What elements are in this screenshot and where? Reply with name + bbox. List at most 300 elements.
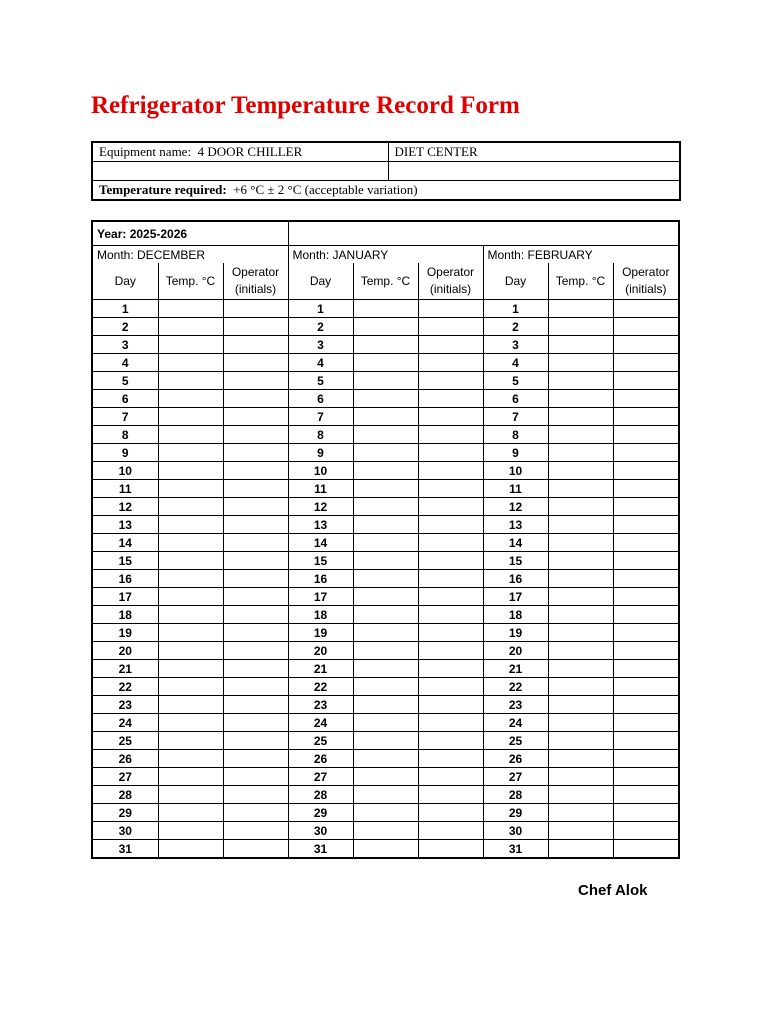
table-row	[92, 840, 679, 859]
operator-initials-cell[interactable]	[223, 678, 288, 696]
day-cell: 26	[483, 750, 548, 768]
day-cell: 1	[483, 300, 548, 318]
equipment-name-label: Equipment name:	[99, 144, 192, 159]
temperature-entry-cell[interactable]	[353, 714, 418, 732]
temperature-entry-cell[interactable]	[353, 372, 418, 390]
day-cell: 2	[288, 318, 353, 336]
operator-initials-cell[interactable]	[613, 300, 679, 318]
temperature-entry-cell[interactable]	[353, 462, 418, 480]
day-cell: 21	[288, 660, 353, 678]
operator-initials-cell[interactable]	[418, 678, 483, 696]
temperature-entry-cell[interactable]	[353, 390, 418, 408]
day-cell: 7	[288, 408, 353, 426]
temperature-entry-cell[interactable]	[158, 588, 223, 606]
temperature-entry-cell[interactable]	[548, 732, 613, 750]
temperature-entry-cell[interactable]	[158, 606, 223, 624]
operator-initials-cell[interactable]	[613, 732, 679, 750]
temperature-entry-cell[interactable]	[548, 570, 613, 588]
operator-initials-cell[interactable]	[613, 588, 679, 606]
temperature-entry-cell[interactable]	[353, 624, 418, 642]
operator-initials-cell[interactable]	[418, 444, 483, 462]
column-header-operator: Operator (initials)	[418, 263, 483, 300]
operator-initials-cell[interactable]	[613, 750, 679, 768]
operator-initials-cell[interactable]	[613, 804, 679, 822]
operator-initials-cell[interactable]	[223, 462, 288, 480]
day-cell: 12	[288, 498, 353, 516]
operator-initials-cell[interactable]	[223, 552, 288, 570]
column-header-temp: Temp. °C	[353, 263, 418, 300]
day-cell: 11	[483, 480, 548, 498]
operator-initials-cell[interactable]	[613, 696, 679, 714]
day-cell: 28	[92, 786, 158, 804]
temperature-entry-cell[interactable]	[158, 570, 223, 588]
temperature-entry-cell[interactable]	[353, 318, 418, 336]
operator-initials-cell[interactable]	[223, 318, 288, 336]
operator-initials-cell[interactable]	[613, 606, 679, 624]
temperature-entry-cell[interactable]	[353, 660, 418, 678]
operator-initials-cell[interactable]	[613, 534, 679, 552]
day-cell: 15	[483, 552, 548, 570]
table-row	[92, 390, 679, 408]
temperature-entry-cell[interactable]	[158, 786, 223, 804]
operator-initials-cell[interactable]	[223, 606, 288, 624]
day-cell: 6	[92, 390, 158, 408]
day-cell: 9	[483, 444, 548, 462]
operator-initials-cell[interactable]	[223, 336, 288, 354]
day-cell: 12	[92, 498, 158, 516]
temperature-entry-cell[interactable]	[158, 750, 223, 768]
operator-initials-cell[interactable]	[613, 552, 679, 570]
temperature-entry-cell[interactable]	[548, 660, 613, 678]
day-cell: 30	[92, 822, 158, 840]
operator-initials-cell[interactable]	[223, 588, 288, 606]
day-cell: 27	[288, 768, 353, 786]
temperature-entry-cell[interactable]	[158, 498, 223, 516]
day-cell: 19	[288, 624, 353, 642]
temperature-entry-cell[interactable]	[158, 444, 223, 462]
day-cell: 22	[92, 678, 158, 696]
table-row	[92, 480, 679, 498]
temperature-entry-cell[interactable]	[158, 300, 223, 318]
day-cell: 18	[483, 606, 548, 624]
day-cell: 4	[483, 354, 548, 372]
equipment-blank-cell[interactable]	[92, 162, 388, 181]
temperature-entry-cell[interactable]	[158, 660, 223, 678]
table-row	[92, 696, 679, 714]
operator-initials-cell[interactable]	[418, 822, 483, 840]
operator-initials-cell[interactable]	[418, 696, 483, 714]
operator-initials-cell[interactable]	[223, 624, 288, 642]
day-cell: 13	[288, 516, 353, 534]
page-title: Refrigerator Temperature Record Form	[91, 92, 520, 119]
temperature-entry-cell[interactable]	[158, 804, 223, 822]
temperature-entry-cell[interactable]	[158, 552, 223, 570]
column-header-operator: Operator (initials)	[613, 263, 679, 300]
temperature-entry-cell[interactable]	[548, 516, 613, 534]
temperature-entry-cell[interactable]	[353, 804, 418, 822]
temperature-entry-cell[interactable]	[353, 606, 418, 624]
equipment-blank-cell[interactable]	[388, 162, 680, 181]
operator-initials-cell[interactable]	[418, 300, 483, 318]
day-cell: 2	[483, 318, 548, 336]
temperature-entry-cell[interactable]	[353, 516, 418, 534]
day-cell: 15	[92, 552, 158, 570]
operator-initials-cell[interactable]	[223, 498, 288, 516]
temperature-entry-cell[interactable]	[353, 444, 418, 462]
operator-initials-cell[interactable]	[223, 840, 288, 859]
day-cell: 11	[288, 480, 353, 498]
temperature-entry-cell[interactable]	[548, 372, 613, 390]
operator-initials-cell[interactable]	[223, 696, 288, 714]
day-cell: 7	[483, 408, 548, 426]
table-row	[92, 336, 679, 354]
operator-initials-cell[interactable]	[223, 750, 288, 768]
operator-initials-cell[interactable]	[418, 768, 483, 786]
temperature-required-label: Temperature required:	[99, 182, 227, 197]
operator-initials-cell[interactable]	[418, 336, 483, 354]
year-blank-cell[interactable]	[288, 221, 679, 246]
day-cell: 25	[288, 732, 353, 750]
table-row	[92, 678, 679, 696]
table-row	[92, 426, 679, 444]
day-cell: 29	[92, 804, 158, 822]
temperature-entry-cell[interactable]	[353, 498, 418, 516]
operator-initials-cell[interactable]	[418, 840, 483, 859]
day-cell: 7	[92, 408, 158, 426]
day-cell: 1	[92, 300, 158, 318]
temperature-entry-cell[interactable]	[353, 678, 418, 696]
temperature-entry-cell[interactable]	[353, 588, 418, 606]
day-cell: 6	[288, 390, 353, 408]
temperature-entry-cell[interactable]	[548, 678, 613, 696]
temperature-entry-cell[interactable]	[548, 498, 613, 516]
operator-initials-cell[interactable]	[418, 570, 483, 588]
day-cell: 14	[483, 534, 548, 552]
day-cell: 3	[483, 336, 548, 354]
operator-initials-cell[interactable]	[613, 444, 679, 462]
operator-initials-cell[interactable]	[418, 660, 483, 678]
month-february: Month: FEBRUARY	[483, 246, 679, 264]
day-cell: 27	[483, 768, 548, 786]
operator-initials-cell[interactable]	[613, 480, 679, 498]
operator-initials-cell[interactable]	[418, 516, 483, 534]
temperature-required-value: +6 °C ± 2 °C (acceptable variation)	[233, 182, 418, 197]
operator-initials-cell[interactable]	[613, 714, 679, 732]
operator-initials-cell[interactable]	[613, 516, 679, 534]
day-cell: 11	[92, 480, 158, 498]
day-cell: 18	[288, 606, 353, 624]
temperature-entry-cell[interactable]	[158, 318, 223, 336]
day-cell: 13	[92, 516, 158, 534]
day-cell: 10	[92, 462, 158, 480]
temperature-entry-cell[interactable]	[158, 624, 223, 642]
day-cell: 24	[92, 714, 158, 732]
operator-initials-cell[interactable]	[613, 570, 679, 588]
operator-initials-cell[interactable]	[223, 390, 288, 408]
equipment-location-cell[interactable]	[388, 142, 680, 162]
temperature-entry-cell[interactable]	[353, 534, 418, 552]
operator-initials-cell[interactable]	[418, 624, 483, 642]
temperature-entry-cell[interactable]	[353, 840, 418, 859]
day-cell: 27	[92, 768, 158, 786]
temperature-entry-cell[interactable]	[353, 750, 418, 768]
temperature-entry-cell[interactable]	[548, 822, 613, 840]
temperature-entry-cell[interactable]	[353, 552, 418, 570]
operator-initials-cell[interactable]	[223, 570, 288, 588]
day-cell: 23	[92, 696, 158, 714]
temperature-entry-cell[interactable]	[548, 804, 613, 822]
temperature-entry-cell[interactable]	[158, 732, 223, 750]
day-cell: 9	[288, 444, 353, 462]
temperature-entry-cell[interactable]	[548, 426, 613, 444]
table-row	[92, 786, 679, 804]
operator-initials-cell[interactable]	[613, 822, 679, 840]
day-cell: 24	[288, 714, 353, 732]
operator-initials-cell[interactable]	[418, 498, 483, 516]
temperature-entry-cell[interactable]	[353, 300, 418, 318]
temperature-required-cell[interactable]	[92, 181, 680, 201]
day-cell: 21	[483, 660, 548, 678]
month-december: Month: DECEMBER	[92, 246, 288, 264]
equipment-name-cell[interactable]	[92, 142, 388, 162]
temperature-entry-cell[interactable]	[353, 642, 418, 660]
temperature-entry-cell[interactable]	[353, 426, 418, 444]
operator-initials-cell[interactable]	[613, 660, 679, 678]
operator-initials-cell[interactable]	[223, 444, 288, 462]
operator-initials-cell[interactable]	[418, 750, 483, 768]
day-cell: 31	[483, 840, 548, 859]
table-row	[92, 624, 679, 642]
operator-initials-cell[interactable]	[418, 588, 483, 606]
temperature-entry-cell[interactable]	[548, 624, 613, 642]
temperature-entry-cell[interactable]	[353, 336, 418, 354]
operator-initials-cell[interactable]	[613, 354, 679, 372]
table-row	[92, 660, 679, 678]
temperature-entry-cell[interactable]	[548, 552, 613, 570]
day-cell: 19	[92, 624, 158, 642]
temperature-entry-cell[interactable]	[548, 462, 613, 480]
operator-initials-cell[interactable]	[418, 372, 483, 390]
operator-initials-cell[interactable]	[613, 678, 679, 696]
day-cell: 31	[288, 840, 353, 859]
operator-initials-cell[interactable]	[223, 480, 288, 498]
equipment-info-table	[91, 141, 681, 201]
day-cell: 24	[483, 714, 548, 732]
table-row	[92, 570, 679, 588]
day-cell: 30	[288, 822, 353, 840]
temperature-entry-cell[interactable]	[158, 714, 223, 732]
temperature-entry-cell[interactable]	[158, 372, 223, 390]
temperature-entry-cell[interactable]	[548, 840, 613, 859]
day-cell: 22	[483, 678, 548, 696]
day-cell: 31	[92, 840, 158, 859]
operator-initials-cell[interactable]	[613, 372, 679, 390]
temperature-entry-cell[interactable]	[548, 786, 613, 804]
table-row	[92, 372, 679, 390]
day-cell: 21	[92, 660, 158, 678]
day-cell: 25	[483, 732, 548, 750]
table-row	[92, 552, 679, 570]
temperature-entry-cell[interactable]	[158, 426, 223, 444]
day-cell: 6	[483, 390, 548, 408]
column-header-temp: Temp. °C	[158, 263, 223, 300]
temperature-entry-cell[interactable]	[158, 642, 223, 660]
column-header-day: Day	[288, 263, 353, 300]
operator-initials-cell[interactable]	[613, 336, 679, 354]
temperature-entry-cell[interactable]	[158, 354, 223, 372]
operator-initials-cell[interactable]	[223, 786, 288, 804]
temperature-entry-cell[interactable]	[353, 696, 418, 714]
temperature-entry-cell[interactable]	[548, 696, 613, 714]
temperature-entry-cell[interactable]	[158, 534, 223, 552]
temperature-entry-cell[interactable]	[158, 516, 223, 534]
operator-initials-cell[interactable]	[223, 768, 288, 786]
operator-initials-cell[interactable]	[613, 498, 679, 516]
operator-initials-cell[interactable]	[418, 786, 483, 804]
operator-initials-cell[interactable]	[418, 390, 483, 408]
day-cell: 4	[288, 354, 353, 372]
operator-initials-cell[interactable]	[418, 354, 483, 372]
operator-initials-cell[interactable]	[223, 714, 288, 732]
operator-initials-cell[interactable]	[418, 426, 483, 444]
operator-initials-cell[interactable]	[418, 804, 483, 822]
temperature-entry-cell[interactable]	[353, 408, 418, 426]
temperature-entry-cell[interactable]	[548, 300, 613, 318]
temperature-entry-cell[interactable]	[353, 570, 418, 588]
operator-initials-cell[interactable]	[613, 318, 679, 336]
temperature-entry-cell[interactable]	[158, 480, 223, 498]
day-cell: 2	[92, 318, 158, 336]
operator-initials-cell[interactable]	[418, 534, 483, 552]
operator-initials-cell[interactable]	[613, 642, 679, 660]
operator-initials-cell[interactable]	[223, 408, 288, 426]
temperature-entry-cell[interactable]	[158, 390, 223, 408]
day-cell: 10	[483, 462, 548, 480]
operator-initials-cell[interactable]	[613, 408, 679, 426]
column-header-operator: Operator (initials)	[223, 263, 288, 300]
day-cell: 4	[92, 354, 158, 372]
operator-initials-cell[interactable]	[418, 642, 483, 660]
temperature-entry-cell[interactable]	[353, 822, 418, 840]
day-cell: 29	[288, 804, 353, 822]
operator-initials-cell[interactable]	[613, 624, 679, 642]
temperature-entry-cell[interactable]	[158, 408, 223, 426]
temperature-entry-cell[interactable]	[548, 480, 613, 498]
day-cell: 14	[92, 534, 158, 552]
temperature-entry-cell[interactable]	[158, 696, 223, 714]
temperature-entry-cell[interactable]	[548, 354, 613, 372]
table-row	[92, 498, 679, 516]
table-row	[92, 516, 679, 534]
operator-initials-cell[interactable]	[613, 768, 679, 786]
operator-initials-cell[interactable]	[613, 462, 679, 480]
temperature-entry-cell[interactable]	[353, 768, 418, 786]
day-cell: 19	[483, 624, 548, 642]
day-cell: 20	[483, 642, 548, 660]
day-cell: 5	[483, 372, 548, 390]
day-cell: 26	[288, 750, 353, 768]
month-january: Month: JANUARY	[288, 246, 483, 264]
temperature-entry-cell[interactable]	[548, 336, 613, 354]
day-cell: 23	[288, 696, 353, 714]
operator-initials-cell[interactable]	[223, 426, 288, 444]
temperature-entry-cell[interactable]	[548, 642, 613, 660]
temperature-record-table	[91, 220, 680, 859]
temperature-entry-cell[interactable]	[548, 408, 613, 426]
temperature-entry-cell[interactable]	[353, 786, 418, 804]
temperature-entry-cell[interactable]	[158, 768, 223, 786]
operator-initials-cell[interactable]	[418, 732, 483, 750]
column-header-day: Day	[92, 263, 158, 300]
operator-initials-cell[interactable]	[613, 390, 679, 408]
day-cell: 8	[288, 426, 353, 444]
day-cell: 16	[483, 570, 548, 588]
operator-initials-cell[interactable]	[418, 318, 483, 336]
temperature-entry-cell[interactable]	[158, 840, 223, 859]
operator-initials-cell[interactable]	[418, 714, 483, 732]
temperature-entry-cell[interactable]	[158, 336, 223, 354]
operator-initials-cell[interactable]	[223, 660, 288, 678]
day-cell: 15	[288, 552, 353, 570]
day-cell: 28	[483, 786, 548, 804]
temperature-entry-cell[interactable]	[353, 480, 418, 498]
temperature-entry-cell[interactable]	[158, 678, 223, 696]
temperature-entry-cell[interactable]	[548, 606, 613, 624]
table-row	[92, 588, 679, 606]
day-cell: 20	[288, 642, 353, 660]
operator-initials-cell[interactable]	[613, 426, 679, 444]
temperature-entry-cell[interactable]	[158, 462, 223, 480]
operator-initials-cell[interactable]	[223, 372, 288, 390]
temperature-entry-cell[interactable]	[548, 534, 613, 552]
operator-initials-cell[interactable]	[223, 822, 288, 840]
operator-initials-cell[interactable]	[223, 354, 288, 372]
temperature-entry-cell[interactable]	[548, 714, 613, 732]
operator-initials-cell[interactable]	[418, 606, 483, 624]
operator-initials-cell[interactable]	[613, 786, 679, 804]
temperature-entry-cell[interactable]	[353, 732, 418, 750]
operator-initials-cell[interactable]	[223, 516, 288, 534]
operator-initials-cell[interactable]	[418, 480, 483, 498]
operator-initials-cell[interactable]	[613, 840, 679, 859]
temperature-entry-cell[interactable]	[353, 354, 418, 372]
temperature-entry-cell[interactable]	[548, 390, 613, 408]
signature: Chef Alok	[578, 882, 648, 899]
operator-initials-cell[interactable]	[223, 642, 288, 660]
table-row	[92, 768, 679, 786]
temperature-entry-cell[interactable]	[548, 750, 613, 768]
temperature-entry-cell[interactable]	[158, 822, 223, 840]
table-row	[92, 408, 679, 426]
day-cell: 20	[92, 642, 158, 660]
operator-initials-cell[interactable]	[223, 732, 288, 750]
operator-initials-cell[interactable]	[223, 300, 288, 318]
operator-initials-cell[interactable]	[223, 534, 288, 552]
day-cell: 13	[483, 516, 548, 534]
operator-initials-cell[interactable]	[418, 462, 483, 480]
operator-initials-cell[interactable]	[418, 552, 483, 570]
temperature-entry-cell[interactable]	[548, 444, 613, 462]
day-cell: 22	[288, 678, 353, 696]
table-row	[92, 462, 679, 480]
operator-initials-cell[interactable]	[418, 408, 483, 426]
day-cell: 14	[288, 534, 353, 552]
temperature-entry-cell[interactable]	[548, 318, 613, 336]
temperature-entry-cell[interactable]	[548, 588, 613, 606]
table-row	[92, 642, 679, 660]
operator-initials-cell[interactable]	[223, 804, 288, 822]
temperature-entry-cell[interactable]	[548, 768, 613, 786]
